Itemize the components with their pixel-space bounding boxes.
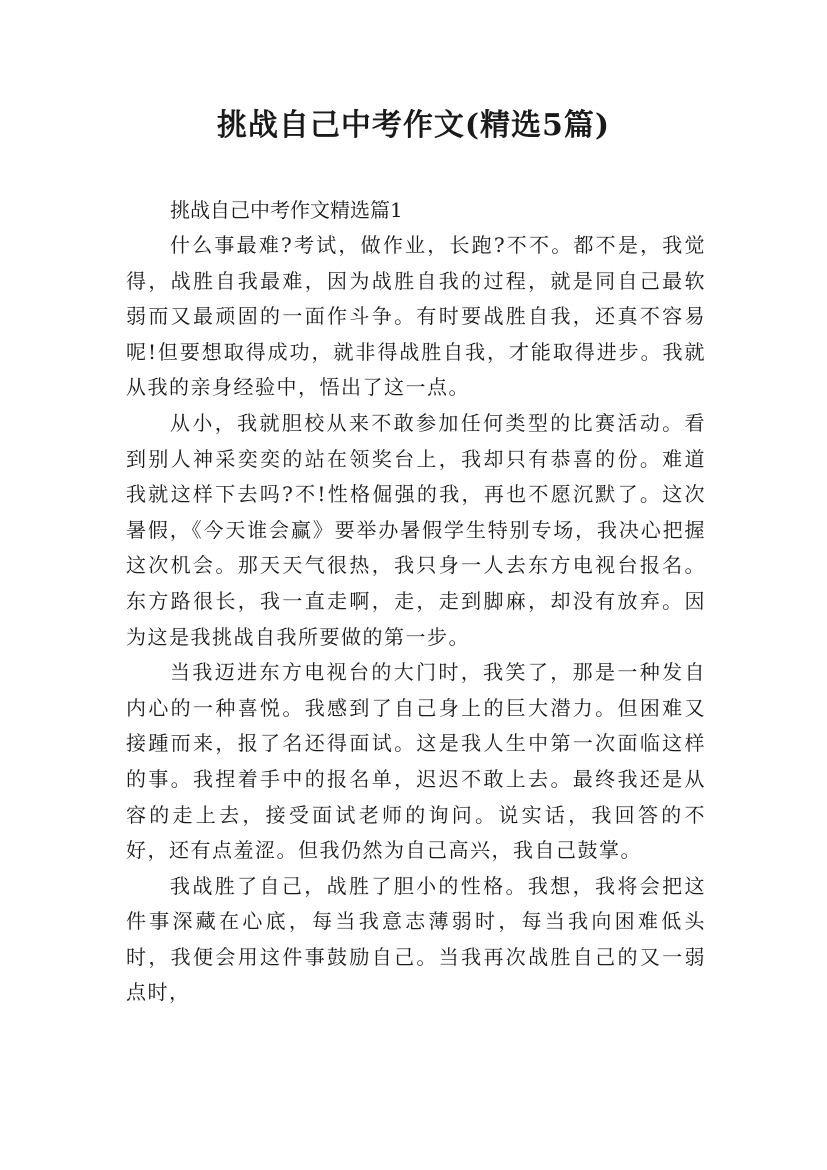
paragraph-4: 我战胜了自己，战胜了胆小的性格。我想，我将会把这件事深藏在心底，每当我意志薄弱时，每当我向困难低头时，我便会用这件事鼓励自己。当我再次战胜自己的又一弱点时，: [126, 873, 706, 1005]
paragraph-2: 从小，我就胆校从来不敢参加任何类型的比赛活动。看到别人神采奕奕的站在领奖台上，我却只有恭喜的份。难道我就这样下去吗?不!性格倔强的我，再也不愿沉默了。这次暑假，《今天谁会赢》要举办暑假学生特别专场，我决心把握这次机会。那天天气很热，我只身一人去东方电视台报名。东方路很长，我一直走啊，走，走到脚麻，却没有放弃。因为这是我挑战自我所要做的第一步。: [126, 410, 706, 649]
section-heading: 挑战自己中考作文精选篇1: [170, 198, 403, 222]
paragraph-1: 什么事最难?考试，做作业，长跑?不不。都不是，我觉得，战胜自我最难，因为战胜自我的过程，就是同自己最软弱而又最顽固的一面作斗争。有时要战胜自我，还真不容易呢!但要想取得成功，就非得战胜自我，才能取得进步。我就从我的亲身经验中，悟出了这一点。: [126, 233, 706, 400]
document-body: [126, 193, 706, 1011]
document-title: 挑战自己中考作文(精选5篇): [216, 108, 611, 143]
paragraph-3: 当我迈进东方电视台的大门时，我笑了，那是一种发自内心的一种喜悦。我感到了自己身上的巨大潜力。但困难又接踵而来，报了名还得面试。这是我人生中第一次面临这样的事。我捏着手中的报名单，迟迟不敢上去。最终我还是从容的走上去，接受面试老师的询问。说实话，我回答的不好，还有点羞涩。但我仍然为自己高兴，我自己鼓掌。: [126, 660, 706, 863]
